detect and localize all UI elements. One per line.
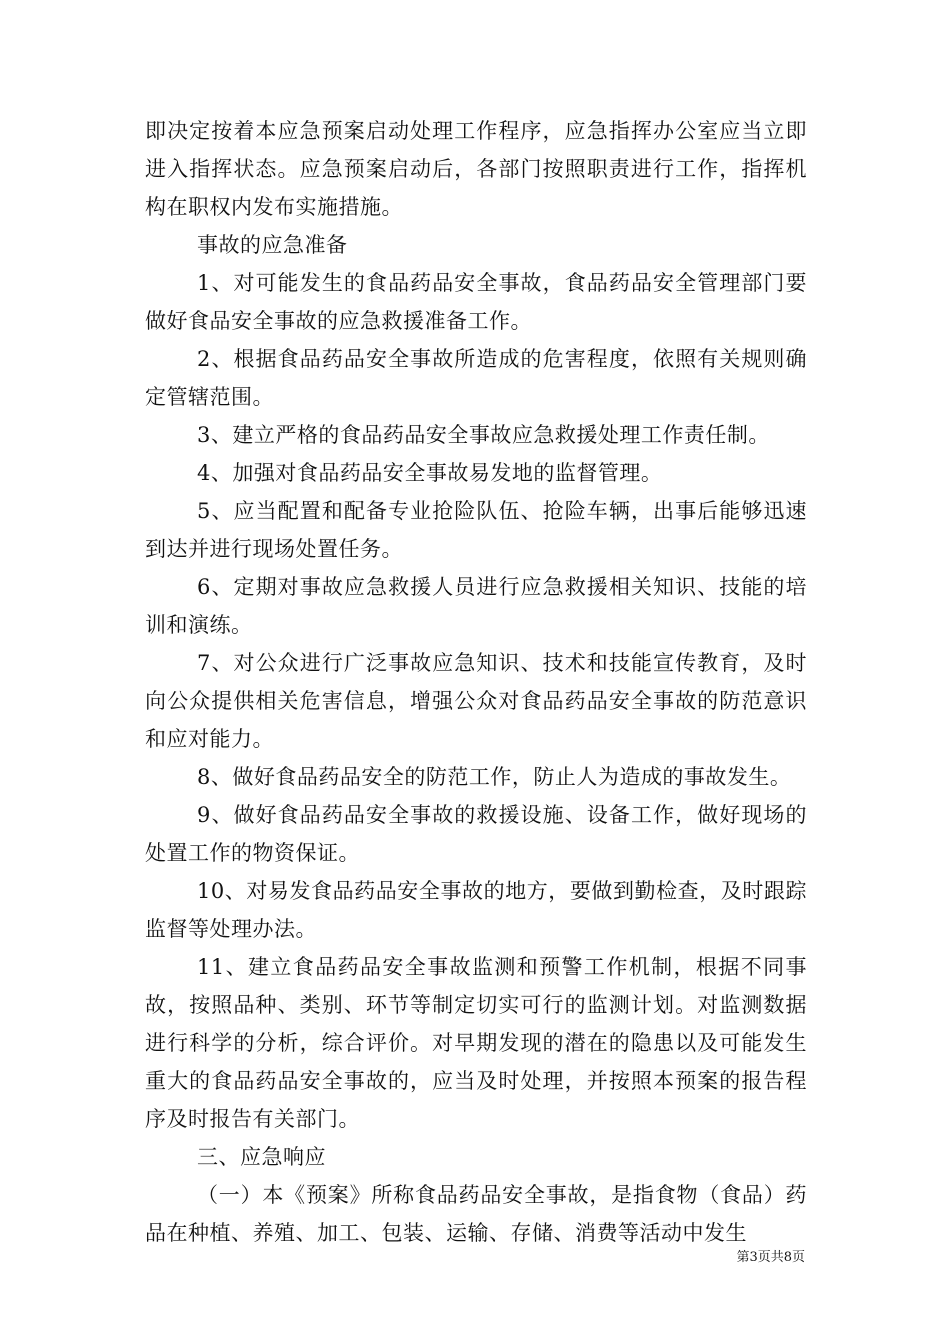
list-item-9: 9、做好食品药品安全事故的救援设施、设备工作，做好现场的处置工作的物资保证。 [145,803,807,865]
section-heading-emergency-response: 三、应急响应 [197,1145,326,1169]
list-item-11: 11、建立食品药品安全事故监测和预警工作机制，根据不同事故，按照品种、类别、环节等制定切实可行的监测计划。对监测数据进行科学的分析，综合评价。对早期发现的潜在的隐患以及可能发生重大的食品药品安全事故的，应当及时处理，并按照本预案的报告程序及时报告有关部门。 [145,955,807,1131]
list-item-1: 1、对可能发生的食品药品安全事故，食品药品安全管理部门要做好食品安全事故的应急救援准备工作。 [145,271,807,333]
section-heading-emergency-preparation: 事故的应急准备 [197,233,348,257]
list-item-6: 6、定期对事故应急救援人员进行应急救援相关知识、技能的培训和演练。 [145,575,807,637]
list-item-8: 8、做好食品药品安全的防范工作，防止人为造成的事故发生。 [197,765,792,789]
list-item-4: 4、加强对食品药品安全事故易发地的监督管理。 [197,461,663,485]
list-item-3: 3、建立严格的食品药品安全事故应急救援处理工作责任制。 [197,423,770,447]
paragraph-definition: （一）本《预案》所称食品药品安全事故，是指食物（食品）药品在种植、养殖、加工、包装、运输、存储、消费等活动中发生 [145,1183,807,1245]
document-body [145,112,807,1252]
list-item-5: 5、应当配置和配备专业抢险队伍、抢险车辆，出事后能够迅速到达并进行现场处置任务。 [145,499,807,561]
paragraph-continuation: 即决定按着本应急预案启动处理工作程序，应急指挥办公室应当立即进入指挥状态。应急预案启动后，各部门按照职责进行工作，指挥机构在职权内发布实施措施。 [145,119,807,219]
page-number: 第3页共8页 [736,1250,805,1265]
list-item-10: 10、对易发食品药品安全事故的地方，要做到勤检查，及时跟踪监督等处理办法。 [145,879,807,941]
list-item-2: 2、根据食品药品安全事故所造成的危害程度，依照有关规则确定管辖范围。 [145,347,807,409]
list-item-7: 7、对公众进行广泛事故应急知识、技术和技能宣传教育，及时向公众提供相关危害信息，增强公众对食品药品安全事故的防范意识和应对能力。 [145,651,807,751]
